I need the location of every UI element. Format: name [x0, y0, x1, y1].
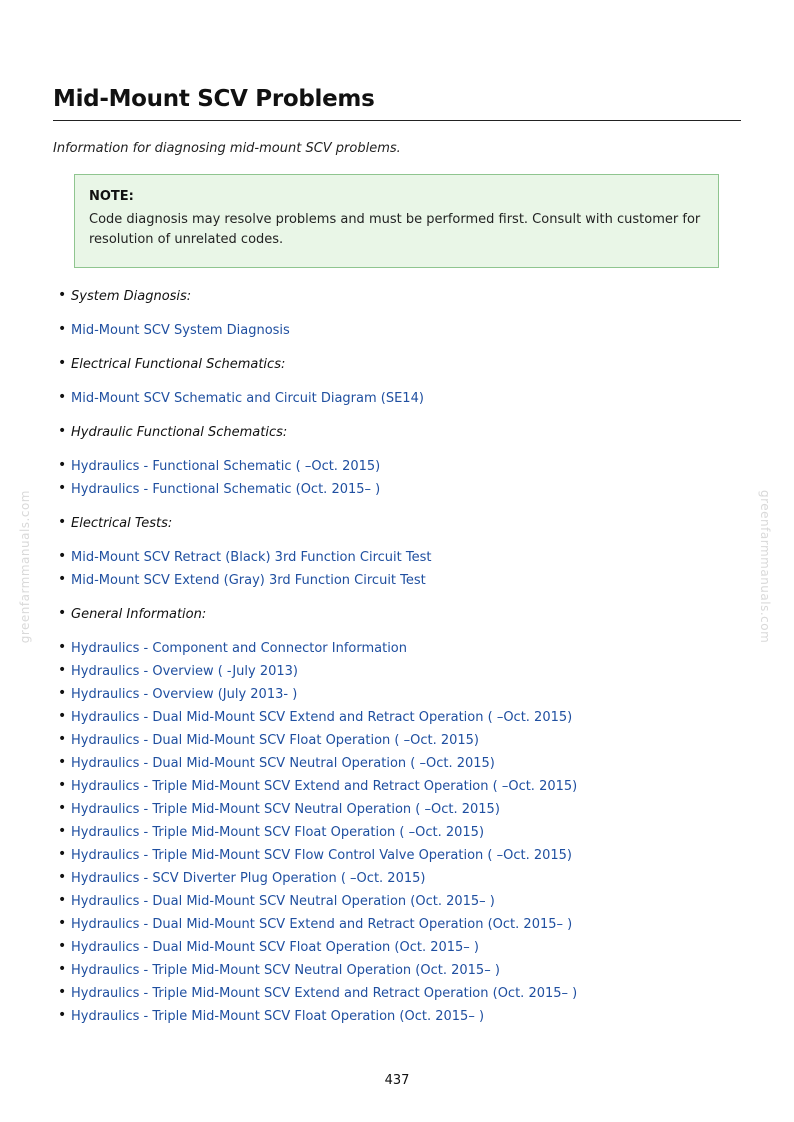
section-heading: • System Diagnosis: [58, 285, 758, 308]
topic-link[interactable]: • Mid-Mount SCV Extend (Gray) 3rd Function Circuit Test [58, 569, 758, 592]
section-heading-list [58, 285, 758, 308]
note-text: Code diagnosis may resolve problems and must be performed first. Consult with customer for resolution of unrelated codes. [89, 212, 701, 247]
topic-link[interactable]: • Hydraulics - Dual Mid-Mount SCV Float Operation (Oct. 2015– ) [58, 936, 758, 959]
section-heading-list [58, 421, 758, 444]
note-box [74, 174, 719, 268]
topic-link[interactable]: • Hydraulics - Dual Mid-Mount SCV Extend and Retract Operation ( –Oct. 2015) [58, 706, 758, 729]
topic-link[interactable]: • Hydraulics - Functional Schematic (Oct. 2015– ) [58, 478, 758, 501]
section-link-list [58, 455, 758, 501]
section-heading-list [58, 512, 758, 535]
section-spacer [58, 410, 758, 421]
topic-link[interactable]: • Hydraulics - Component and Connector Information [58, 637, 758, 660]
topic-link[interactable]: • Hydraulics - Triple Mid-Mount SCV Neutral Operation (Oct. 2015– ) [58, 959, 758, 982]
topic-link[interactable]: • Hydraulics - Dual Mid-Mount SCV Neutral Operation ( –Oct. 2015) [58, 752, 758, 775]
topic-link[interactable]: • Mid-Mount SCV System Diagnosis [58, 319, 758, 342]
topic-link[interactable]: • Hydraulics - SCV Diverter Plug Operation ( –Oct. 2015) [58, 867, 758, 890]
section-heading: • Electrical Tests: [58, 512, 758, 535]
section-link-list [58, 319, 758, 342]
section-heading-list [58, 353, 758, 376]
topic-link[interactable]: • Hydraulics - Triple Mid-Mount SCV Extend and Retract Operation ( –Oct. 2015) [58, 775, 758, 798]
page-number: 437 [384, 1073, 410, 1088]
section-link-list [58, 637, 758, 1028]
topic-link[interactable]: • Hydraulics - Dual Mid-Mount SCV Neutral Operation (Oct. 2015– ) [58, 890, 758, 913]
section-link-list [58, 387, 758, 410]
section-heading: • Hydraulic Functional Schematics: [58, 421, 758, 444]
section-spacer [58, 592, 758, 603]
note-title: NOTE: [89, 189, 134, 204]
section-heading: • Electrical Functional Schematics: [58, 353, 758, 376]
topic-list [58, 285, 758, 1028]
page-title: Mid-Mount SCV Problems [53, 86, 741, 121]
watermark-left: greenfarmmanuals.com [18, 490, 32, 644]
section-spacer [58, 501, 758, 512]
topic-link[interactable]: • Hydraulics - Dual Mid-Mount SCV Float Operation ( –Oct. 2015) [58, 729, 758, 752]
topic-link[interactable]: • Mid-Mount SCV Retract (Black) 3rd Function Circuit Test [58, 546, 758, 569]
section-heading-list [58, 603, 758, 626]
section-heading: • General Information: [58, 603, 758, 626]
watermark-right: greenfarmmanuals.com [758, 490, 772, 644]
topic-link[interactable]: • Hydraulics - Functional Schematic ( –Oct. 2015) [58, 455, 758, 478]
topic-link[interactable]: • Hydraulics - Overview (July 2013- ) [58, 683, 758, 706]
topic-link[interactable]: • Hydraulics - Triple Mid-Mount SCV Neutral Operation ( –Oct. 2015) [58, 798, 758, 821]
topic-link[interactable]: • Mid-Mount SCV Schematic and Circuit Diagram (SE14) [58, 387, 758, 410]
section-spacer [58, 342, 758, 353]
page-subtitle: Information for diagnosing mid-mount SCV problems. [53, 141, 401, 156]
topic-link[interactable]: • Hydraulics - Triple Mid-Mount SCV Extend and Retract Operation (Oct. 2015– ) [58, 982, 758, 1005]
topic-link[interactable]: • Hydraulics - Overview ( -July 2013) [58, 660, 758, 683]
topic-link[interactable]: • Hydraulics - Triple Mid-Mount SCV Float Operation (Oct. 2015– ) [58, 1005, 758, 1028]
section-link-list [58, 546, 758, 592]
topic-link[interactable]: • Hydraulics - Triple Mid-Mount SCV Float Operation ( –Oct. 2015) [58, 821, 758, 844]
topic-link[interactable]: • Hydraulics - Dual Mid-Mount SCV Extend and Retract Operation (Oct. 2015– ) [58, 913, 758, 936]
topic-link[interactable]: • Hydraulics - Triple Mid-Mount SCV Flow Control Valve Operation ( –Oct. 2015) [58, 844, 758, 867]
